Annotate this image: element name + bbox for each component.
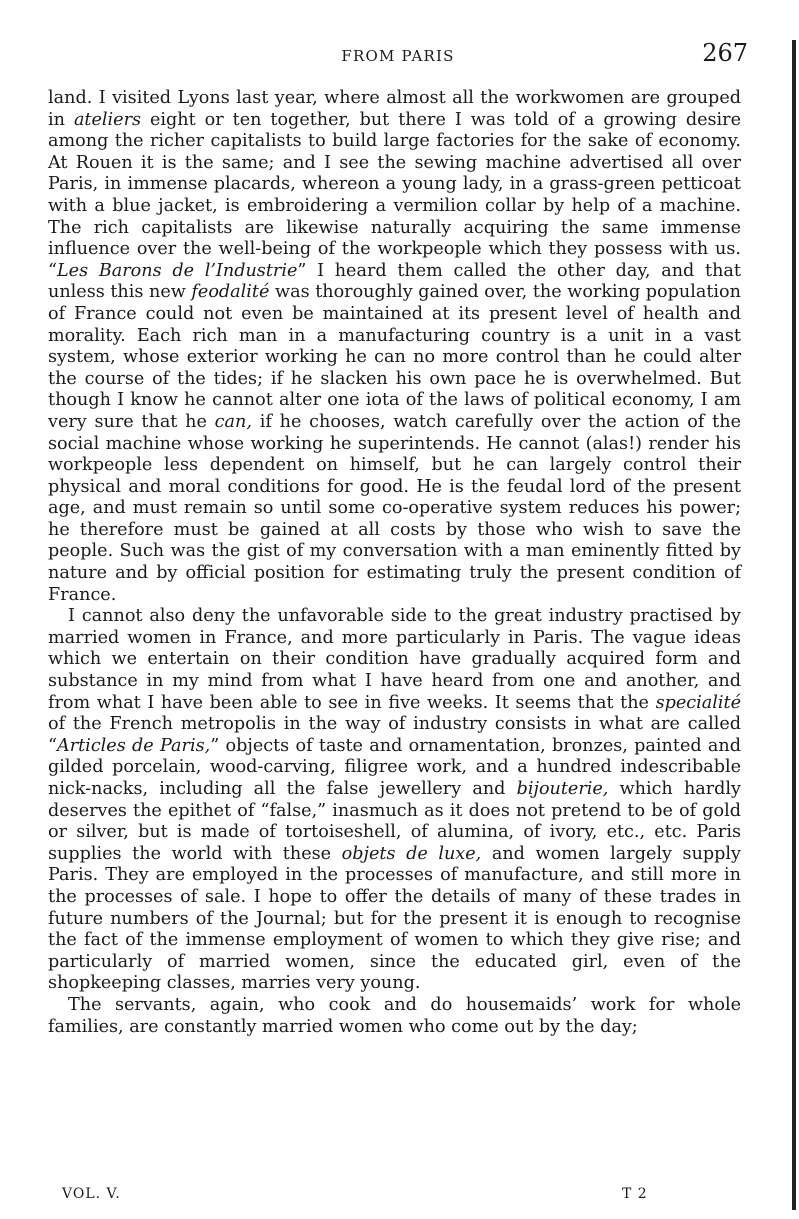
text-run: which hardly deserves the epithet of “false,” inasmuch as it does not pretend to be of gold or silver, but is made of tortoiseshell, of alumina, of ivory, etc., etc. Paris supplies the world with these [48,779,741,864]
paragraph [48,88,741,606]
paragraph [48,606,741,995]
italic-run: specialité [655,692,741,713]
italic-run: can, [214,411,252,432]
body-text [48,88,741,1038]
italic-run: Les Barons de l’Industrie [57,260,298,281]
text-run: and women largely supply Paris. They are employed in the processes of manufacture, and still more in the processes of sale. I hope to offer the details of many of these trades in future numbers of the Journal; but for the present it is enough to recognise the fact of the immense employment of women to which they give rise; and particularly of married women, since the educated girl, even of the shopkeeping classes, marries very young. [48,843,741,994]
text-run: if he chooses, watch carefully over the action of the social machine whose working he superintends. He cannot (alas!) render his workpeople less dependent on himself, but he can largely control their physical and moral conditions for good. He is the feudal lord of the present age, and must remain so until some co-operative system reduces his power; he therefore must be gained at all costs by those who wish to save the people. Such was the gist of my conversation with a man eminently fitted by nature and by official position for estimating truly the present condition of France. [48,411,741,605]
text-run: ” I heard them called the other day, and that unless this new [48,260,741,303]
text-run: was thoroughly gained over, the working population of France could not even be maintained at its present level of health and morality. Each rich man in a manufacturing country is a unit in a vast system, whose exterior working he can no more control than he could alter the course of the tides; if he slacken his own pace he is overwhelmed. But though I know he cannot alter one iota of the laws of political economy, I am very sure that he [48,282,741,432]
italic-run: objets de luxe, [341,843,482,864]
page-number: 267 [702,39,748,67]
running-title: FROM PARIS [341,47,455,65]
text-run: eight or ten together, but there I was told of a growing desire among the richer capitalists to build large factories for the sake of economy. At Rouen it is the same; and I see the sewing machine advertised all over Paris, in immense placards, whereon a young lady, in a grass-green petticoat with a blue jacket, is embroidering a vermilion collar by help of a machine. The rich capitalists are likewise naturally acquiring the same immense influence over the well-being of the workpeople which they possess with us. “ [48,109,741,281]
italic-run: ateliers [73,109,142,130]
text-run: The servants, again, who cook and do housemaids’ work for whole families, are constantly married women who come out by the day; [48,994,741,1037]
sheet-mark: T 2 [622,1186,648,1202]
italic-run: bijouterie, [516,779,609,799]
text-run: ” objects of taste and ornamentation, bronzes, painted and gilded porcelain, wood-carving, filigree work, and a hundred indescribable nick-nacks, including all the false jewellery and [48,735,742,799]
text-run: I cannot also deny the unfavorable side to the great industry practised by married women in France, and more particularly in Paris. The vague ideas which we entertain on their condition have gradually acquired form and substance in my mind from what I have heard from one and another, and from what I have been able to see in five weeks. It seems that the [48,606,741,713]
volume-signature: VOL. V. [62,1186,121,1202]
page-footer [62,1186,662,1210]
page-header [48,39,748,69]
paragraph [48,995,741,1038]
italic-run: Articles de Paris, [57,735,211,756]
text-run: land. I visited Lyons last year, where almost all the workwomen are grouped in [48,88,741,130]
italic-run: feodalité [191,282,270,303]
text-run: of the French metropolis in the way of industry consists in what are called “ [48,714,741,756]
page-edge-border [792,40,796,1210]
